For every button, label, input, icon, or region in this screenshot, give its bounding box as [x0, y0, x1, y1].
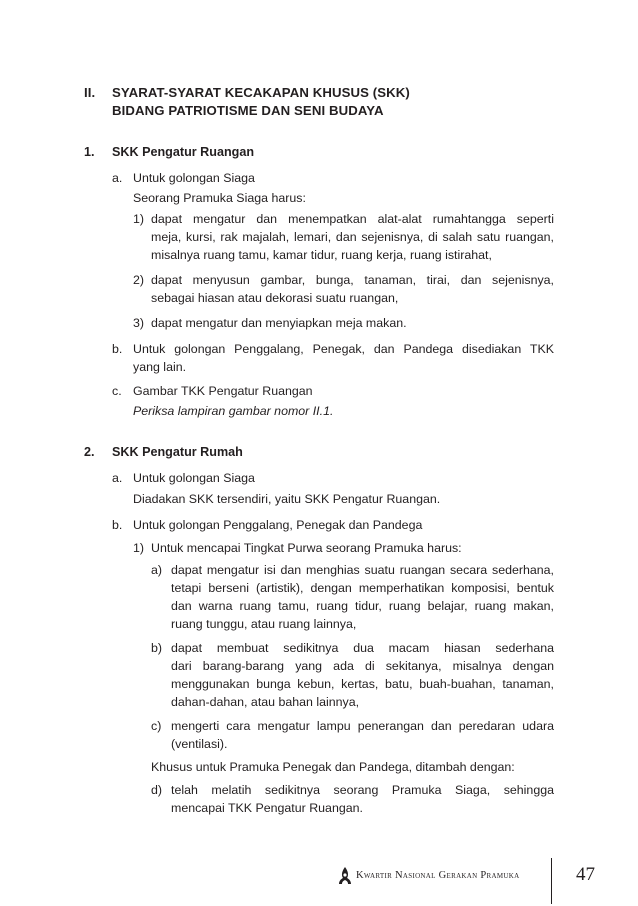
item-2bc-line1: mengerti cara mengatur lampu penerangan dan peredaran udara: [171, 719, 554, 733]
item-2ba-mark: a): [151, 563, 163, 577]
item-2bb-line1: dapat membuat sedikitnya dua macam hiasan sederhana: [171, 641, 554, 655]
section-title-line1: SYARAT-SYARAT KECAKAPAN KHUSUS (SKK): [112, 85, 410, 100]
page-footer: [336, 858, 636, 898]
item-2bd-mark: d): [151, 783, 163, 797]
item-2bc-mark: c): [151, 719, 162, 733]
footer-divider: [551, 858, 552, 904]
item-1c-mark: c.: [112, 384, 122, 398]
item-2b-title: Untuk golongan Penggalang, Penegak dan Pandega: [133, 518, 423, 532]
item-1a2-mark: 2): [133, 273, 145, 287]
item-2ba-line1: dapat mengatur isi dan menghias suatu ruangan secara sederhana,: [171, 563, 554, 577]
item-1-title: SKK Pengatur Ruangan: [112, 145, 255, 159]
item-1a1-line3: misalnya ruang tamu, kamar tidur, ruang kerja, ruang istirahat,: [151, 248, 492, 262]
item-1a2-line1: dapat menyusun gambar, bunga, tanaman, tirai, dan sejenisnya,: [151, 273, 554, 287]
item-2ba-line4: ruang tunggu, atau ruang lainnya,: [171, 617, 357, 631]
tunas-kelapa-logo-icon: [336, 866, 354, 886]
item-2-title: SKK Pengatur Rumah: [112, 445, 243, 459]
footer-organization: Kwartir Nasional Gerakan Pramuka: [356, 870, 520, 881]
item-2ba-line3: dan warna ruang tamu, ruang tidur, ruang belajar, ruang makan,: [171, 599, 554, 613]
item-1a3-line1: dapat mengatur dan menyiapkan meja makan.: [151, 316, 407, 330]
item-2bb-line3: menggunakan bunga kebun, kertas, batu, buah-buahan, tanaman,: [171, 677, 554, 691]
item-2a-text: Diadakan SKK tersendiri, yaitu SKK Pengatur Ruangan.: [133, 492, 441, 506]
item-1a2-line2: sebagai hiasan atau dekorasi suatu ruangan,: [151, 291, 399, 305]
item-2a-title: Untuk golongan Siaga: [133, 471, 255, 485]
item-1c-line2: Periksa lampiran gambar nomor II.1.: [133, 404, 334, 418]
item-2bd-line2: mencapai TKK Pengatur Ruangan.: [171, 801, 363, 815]
section-title-line2: BIDANG PATRIOTISME DAN SENI BUDAYA: [112, 103, 384, 118]
item-2-number: 2.: [84, 445, 95, 459]
item-2a-mark: a.: [112, 471, 123, 485]
item-1a1-mark: 1): [133, 212, 145, 226]
item-2bc-line2: (ventilasi).: [171, 737, 228, 751]
section-number: II.: [84, 85, 96, 100]
item-2bd-line1: telah melatih sedikitnya seorang Pramuka Siaga, sehingga: [171, 783, 554, 797]
item-2ba-line2: tetapi berseni (artistik), dengan memperhatikan komposisi, bentuk: [171, 581, 554, 595]
item-2bb-mark: b): [151, 641, 163, 655]
item-1c-line1: Gambar TKK Pengatur Ruangan: [133, 384, 313, 398]
item-1a-intro: Seorang Pramuka Siaga harus:: [133, 191, 306, 205]
item-1a1-line2: meja, kursi, rak majalah, lemari, dan sejenisnya, di salah satu ruangan,: [151, 230, 554, 244]
item-1-number: 1.: [84, 145, 95, 159]
item-2b-khusus: Khusus untuk Pramuka Penegak dan Pandega, ditambah dengan:: [151, 760, 515, 774]
item-2b-mark: b.: [112, 518, 123, 532]
item-1b-mark: b.: [112, 342, 123, 356]
item-1a1-line1: dapat mengatur dan menempatkan alat-alat rumahtangga seperti: [151, 212, 554, 226]
item-1a3-mark: 3): [133, 316, 145, 330]
item-1a-title: Untuk golongan Siaga: [133, 171, 255, 185]
item-1b-line2: yang lain.: [133, 360, 187, 374]
item-1a-mark: a.: [112, 171, 123, 185]
item-2b1-title: Untuk mencapai Tingkat Purwa seorang Pramuka harus:: [151, 541, 462, 555]
item-2bb-line4: dahan-dahan, atau bahan lainnya,: [171, 695, 360, 709]
item-2b1-mark: 1): [133, 541, 145, 555]
page-number: 47: [576, 864, 595, 885]
item-1b-line1: Untuk golongan Penggalang, Penegak, dan Pandega disediakan TKK: [133, 342, 554, 356]
item-2bb-line2: dari barang-barang yang ada di sekitanya, misalnya dengan: [171, 659, 554, 673]
